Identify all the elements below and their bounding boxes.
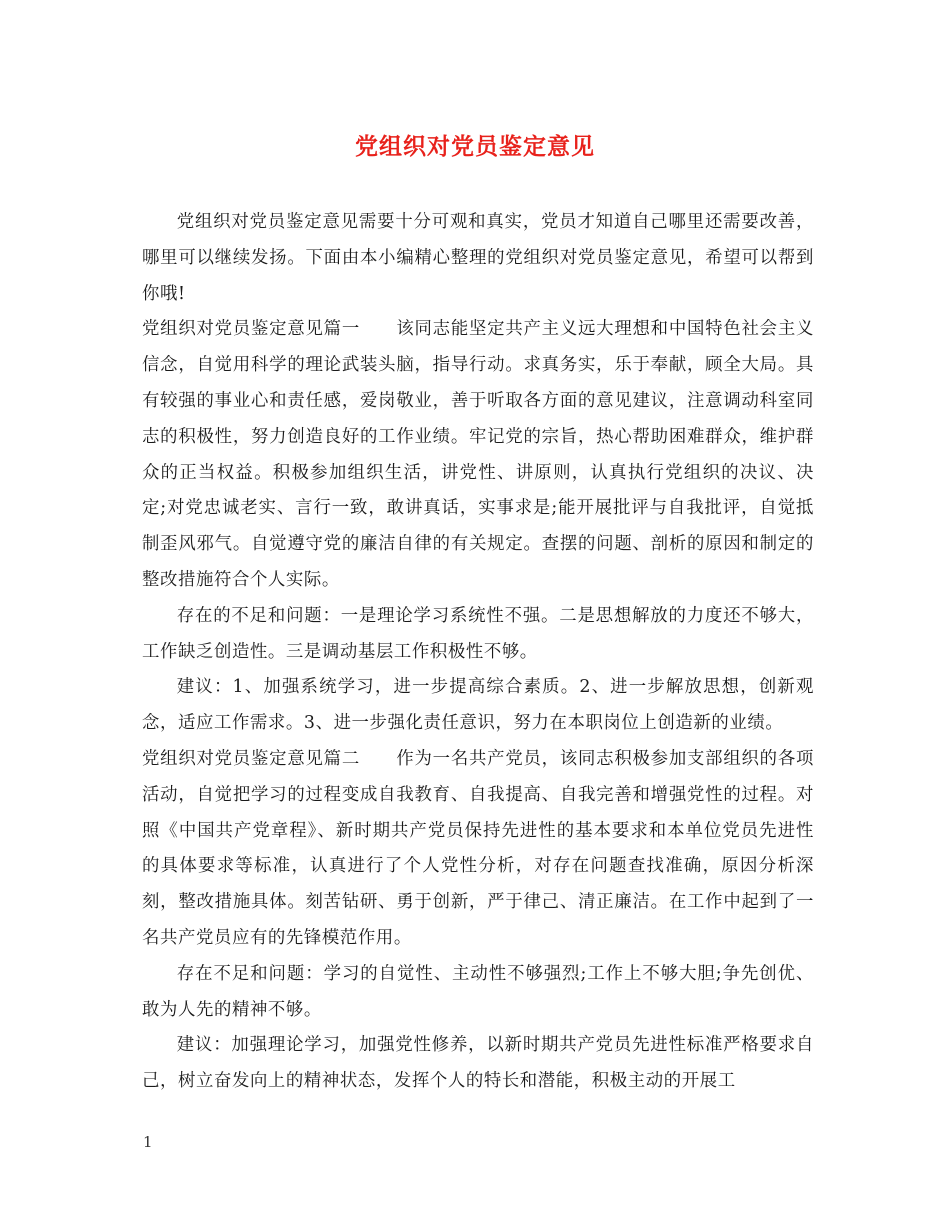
document-title: 党组织对党员鉴定意见: [355, 133, 595, 160]
paragraph-section-two-suggestions: 建议：加强理论学习，加强党性修养，以新时期共产党员先进性标准严格要求自己，树立奋发向上的精神状态，发挥个人的特长和潜能，积极主动的开展工: [142, 1035, 814, 1092]
paragraph-section-two-issues: 存在不足和问题：学习的自觉性、主动性不够强烈;工作上不够大胆;争先创优、敢为人先的精神不够。: [142, 963, 814, 1020]
document-body: [142, 205, 814, 1100]
paragraph-section-one: 党组织对党员鉴定意见篇一 该同志能坚定共产主义远大理想和中国特色社会主义信念，自觉用科学的理论武装头脑，指导行动。求真务实，乐于奉献，顾全大局。具有较强的事业心和责任感，爱岗敬业，善于听取各方面的意见建议，注意调动科室同志的积极性，努力创造良好的工作业绩。牢记党的宗旨，热心帮助困难群众，维护群众的正当权益。积极参加组织生活，讲党性、讲原则，认真执行党组织的决议、决定;对党忠诚老实、言行一致，敢讲真话，实事求是;能开展批评与自我批评，自觉抵制歪风邪气。自觉遵守党的廉洁自律的有关规定。查摆的问题、剖析的原因和制定的整改措施符合个人实际。: [142, 319, 814, 590]
paragraph-intro: 党组织对党员鉴定意见需要十分可观和真实，党员才知道自己哪里还需要改善，哪里可以继续发扬。下面由本小编精心整理的党组织对党员鉴定意见，希望可以帮到你哦!: [142, 212, 814, 304]
page-number: 1: [143, 1133, 153, 1151]
paragraph-section-one-issues: 存在的不足和问题：一是理论学习系统性不强。二是思想解放的力度还不够大，工作缺乏创造性。三是调动基层工作积极性不够。: [142, 605, 814, 662]
paragraph-section-one-suggestions: 建议：1、加强系统学习，进一步提高综合素质。2、进一步解放思想，创新观念，适应工作需求。3、进一步强化责任意识，努力在本职岗位上创造新的业绩。: [142, 677, 814, 734]
paragraph-section-two: 党组织对党员鉴定意见篇二 作为一名共产党员，该同志积极参加支部组织的各项活动，自觉把学习的过程变成自我教育、自我提高、自我完善和增强党性的过程。对照《中国共产党章程》、新时期共产党员保持先进性的基本要求和本单位党员先进性的具体要求等标准，认真进行了个人党性分析，对存在问题查找准确，原因分析深刻，整改措施具体。刻苦钻研、勇于创新，严于律己、清正廉洁。在工作中起到了一名共产党员应有的先锋模范作用。: [142, 748, 814, 948]
